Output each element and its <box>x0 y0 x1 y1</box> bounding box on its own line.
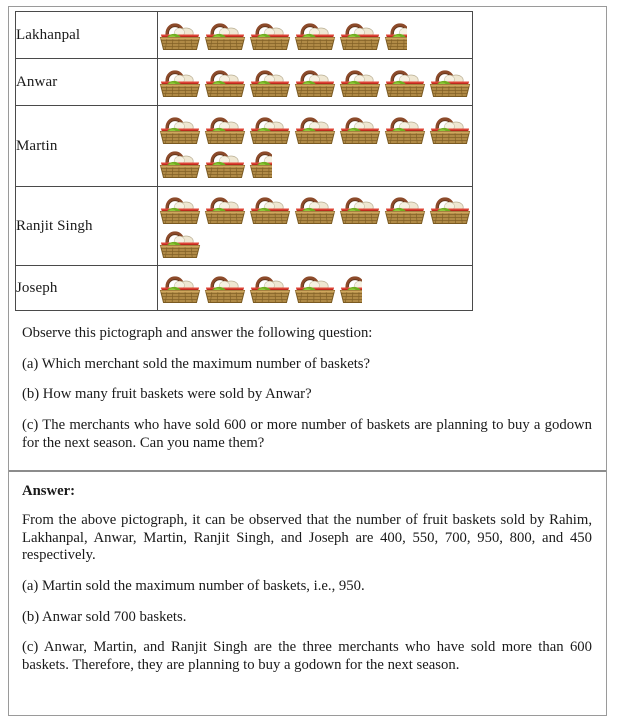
document-page <box>8 6 607 716</box>
fruit-basket-icon <box>428 192 473 226</box>
basket-icon-row <box>158 226 472 260</box>
table-row <box>16 187 473 266</box>
fruit-basket-icon <box>293 18 338 52</box>
fruit-basket-icon <box>248 65 293 99</box>
question-intro: Observe this pictograph and answer the following question: <box>22 325 373 341</box>
fruit-basket-icon <box>158 226 203 260</box>
fruit-basket-half-icon <box>338 271 362 305</box>
fruit-basket-icon <box>383 65 428 99</box>
fruit-basket-icon <box>158 192 203 226</box>
basket-icon-row <box>158 192 472 226</box>
fruit-basket-icon <box>248 192 293 226</box>
pictograph-table <box>15 11 473 311</box>
fruit-basket-icon <box>383 112 428 146</box>
basket-icon-row <box>158 18 472 52</box>
merchant-name-cell: Ranjit Singh <box>16 187 158 266</box>
fruit-basket-half-icon <box>383 18 407 52</box>
merchant-name-cell: Martin <box>16 106 158 187</box>
fruit-basket-icon <box>248 271 293 305</box>
basket-icon-row <box>158 146 472 180</box>
fruit-basket-icon <box>158 146 203 180</box>
fruit-basket-icon <box>338 192 383 226</box>
question-b: (b) How many fruit baskets were sold by Anwar? <box>22 386 312 403</box>
merchant-name-cell: Lakhanpal <box>16 12 158 59</box>
fruit-basket-icon <box>248 18 293 52</box>
basket-icons-cell <box>158 266 473 311</box>
question-a: (a) Which merchant sold the maximum number of baskets? <box>22 355 371 372</box>
fruit-basket-icon <box>203 65 248 99</box>
answer-intro: From the above pictograph, it can be observed that the number of fruit baskets sold by Rahim, Lakhanpal, Anwar, Martin, Ranjit Singh, and Joseph are 400, 550, 700, 950, 800, and 450 respectively. <box>22 512 592 564</box>
fruit-basket-icon <box>428 112 473 146</box>
fruit-basket-icon <box>383 192 428 226</box>
table-row <box>16 59 473 106</box>
fruit-basket-icon <box>158 112 203 146</box>
answer-label: Answer: <box>22 483 76 499</box>
answer-c: (c) Anwar, Martin, and Ranjit Singh are the three merchants who have sold more than 600 baskets. Therefore, they are planning to buy a godown for the next season. <box>22 639 592 673</box>
fruit-basket-icon <box>158 18 203 52</box>
basket-icons-cell <box>158 12 473 59</box>
fruit-basket-icon <box>293 271 338 305</box>
fruit-basket-icon <box>203 271 248 305</box>
table-row <box>16 106 473 187</box>
table-row <box>16 12 473 59</box>
section-divider <box>9 470 606 472</box>
basket-icon-row <box>158 112 472 146</box>
fruit-basket-icon <box>293 112 338 146</box>
basket-icon-row <box>158 65 472 99</box>
fruit-basket-icon <box>293 65 338 99</box>
fruit-basket-icon <box>203 146 248 180</box>
fruit-basket-half-icon <box>248 146 272 180</box>
basket-icon-row <box>158 271 472 305</box>
fruit-basket-icon <box>203 112 248 146</box>
fruit-basket-icon <box>158 65 203 99</box>
fruit-basket-icon <box>293 192 338 226</box>
fruit-basket-icon <box>338 65 383 99</box>
fruit-basket-icon <box>338 18 383 52</box>
basket-icons-cell <box>158 59 473 106</box>
answer-a: (a) Martin sold the maximum number of baskets, i.e., 950. <box>22 577 365 594</box>
table-row <box>16 266 473 311</box>
answer-section <box>9 475 606 687</box>
answer-b: (b) Anwar sold 700 baskets. <box>22 608 187 625</box>
basket-icons-cell <box>158 187 473 266</box>
question-c: (c) The merchants who have sold 600 or more number of baskets are planning to buy a godown for the next season. Can you name them? <box>22 416 592 451</box>
fruit-basket-icon <box>248 112 293 146</box>
pictograph-table-body <box>16 12 473 311</box>
fruit-basket-icon <box>203 192 248 226</box>
merchant-name-cell: Joseph <box>16 266 158 311</box>
fruit-basket-icon <box>338 112 383 146</box>
pictograph-table-wrapper <box>15 11 473 311</box>
merchant-name-cell: Anwar <box>16 59 158 106</box>
basket-icons-cell <box>158 106 473 187</box>
fruit-basket-icon <box>428 65 473 99</box>
fruit-basket-icon <box>158 271 203 305</box>
fruit-basket-icon <box>203 18 248 52</box>
question-section <box>9 323 606 465</box>
